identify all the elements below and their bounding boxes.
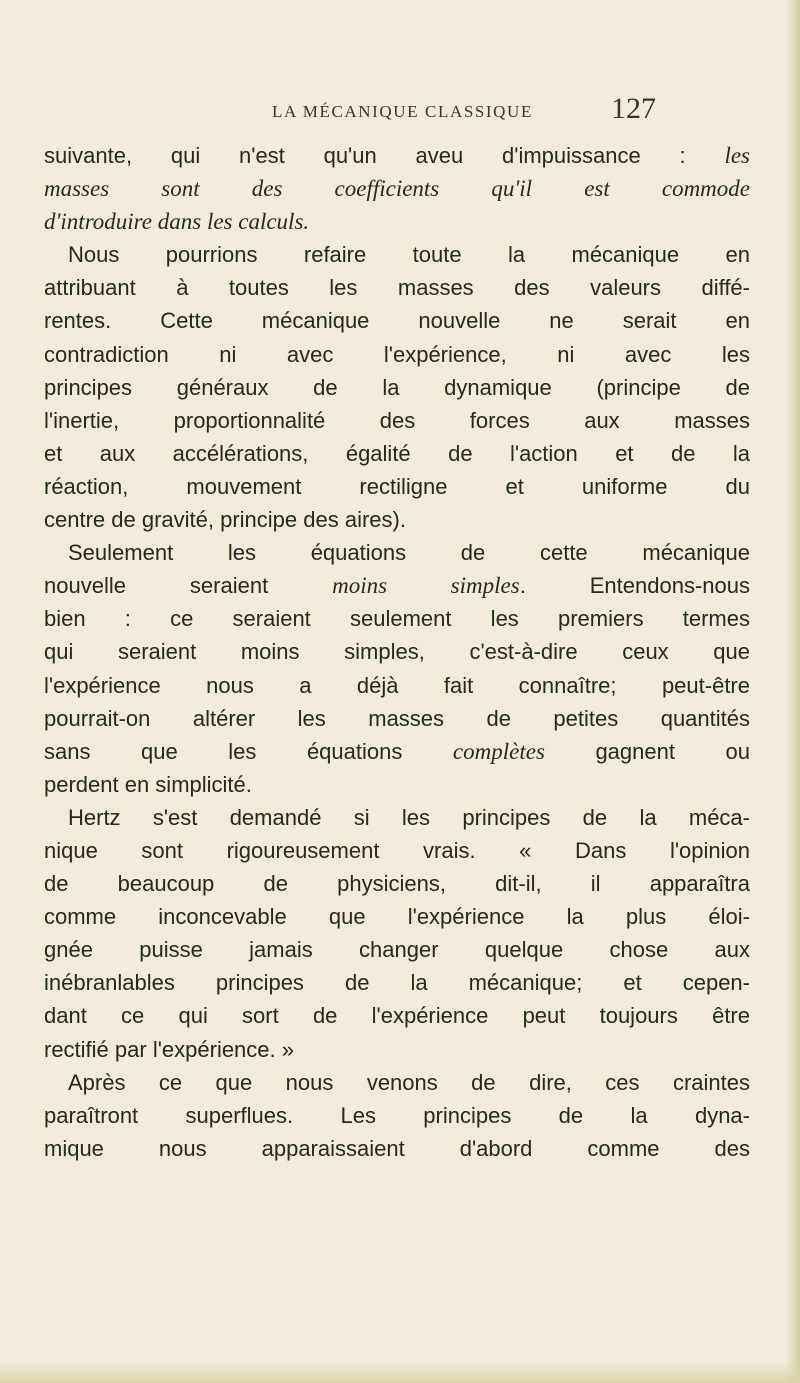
text-segment: inébranlables principes de la mécanique; et cepen- [44,970,750,996]
text-segment: mique nous apparaissaient d'abord comme des [44,1135,750,1161]
running-title: LA MÉCANIQUE CLASSIQUE [272,102,533,121]
text-line [44,900,750,933]
text-line [44,702,750,735]
text-line [44,172,750,205]
text-segment: Après ce que nous venons de dire, ces craintes [68,1069,750,1095]
text-segment: principes généraux de la dynamique (principe de [44,374,750,400]
text-segment: dant ce qui sort de l'expérience peut toujours être [44,1003,750,1029]
text-segment: et aux accélérations, égalité de l'action et de la [44,440,750,466]
page-edge-shadow [786,0,800,1383]
text-line [44,437,750,470]
text-segment: . Entendons-nous [519,573,750,599]
text-segment: nique sont rigoureusement vrais. « Dans l'opinion [44,837,750,863]
page-header [0,92,800,132]
text-segment: attribuant à toutes les masses des valeurs diffé- [44,275,750,301]
text-line [44,404,750,437]
text-segment: Seulement les équations de cette mécanique [68,540,750,566]
italic-text: complètes [452,738,545,764]
italic-text: d'introduire dans les calculs. [44,209,310,235]
text-line [44,834,750,867]
italic-text: moins simples [332,573,520,599]
text-segment: comme inconcevable que l'expérience la plus éloi- [44,904,750,930]
text-segment: perdent en simplicité. [44,771,252,797]
text-line [44,371,750,404]
body-text [44,139,750,1165]
text-line [44,238,750,271]
text-line [44,966,750,999]
text-segment: paraîtront superflues. Les principes de la dyna- [44,1102,750,1128]
text-segment: suivante, qui n'est qu'un aveu d'impuissance : [44,143,725,168]
text-line [44,669,750,702]
text-segment: réaction, mouvement rectiligne et uniforme du [44,473,750,499]
text-segment: nouvelle seraient [44,573,333,599]
text-line [44,205,750,238]
text-line [44,635,750,668]
text-segment: de beaucoup de physiciens, dit-il, il apparaîtra [44,871,750,897]
italic-text: les [724,143,750,168]
text-line [44,139,750,172]
page-bottom-shadow [0,1361,800,1383]
text-line [44,768,750,801]
text-segment: qui seraient moins simples, c'est-à-dire ceux que [44,639,750,665]
text-line [44,999,750,1032]
text-line [44,536,750,569]
text-segment: rentes. Cette mécanique nouvelle ne serait en [44,308,750,334]
text-segment: sans que les équations [44,738,453,764]
text-segment: rectifié par l'expérience. » [44,1036,294,1062]
text-segment: l'expérience nous a déjà fait connaître; peut-être [44,672,750,698]
text-line [44,867,750,900]
text-line [44,602,750,635]
text-segment: gagnent ou [544,738,750,764]
text-line [44,1066,750,1099]
text-line [44,271,750,304]
italic-text: masses sont des coefficients qu'il est commode [44,176,750,202]
text-segment: Nous pourrions refaire toute la mécanique en [68,242,750,268]
text-line [44,1132,750,1165]
text-line [44,338,750,371]
text-line [44,933,750,966]
text-line [44,569,750,602]
text-line [44,1099,750,1132]
text-segment: contradiction ni avec l'expérience, ni avec les [44,341,750,367]
text-segment: l'inertie, proportionnalité des forces aux masses [44,407,750,433]
text-segment: pourrait-on altérer les masses de petites quantités [44,705,750,731]
text-segment: bien : ce seraient seulement les premiers termes [44,606,750,632]
text-line [44,1033,750,1066]
text-segment: centre de gravité, principe des aires). [44,507,406,533]
text-segment: gnée puisse jamais changer quelque chose aux [44,937,750,963]
page-number: 127 [611,92,656,125]
text-line [44,503,750,536]
text-line [44,470,750,503]
text-segment: Hertz s'est demandé si les principes de la méca- [68,804,750,830]
text-line [44,801,750,834]
text-line [44,735,750,768]
text-line [44,304,750,337]
